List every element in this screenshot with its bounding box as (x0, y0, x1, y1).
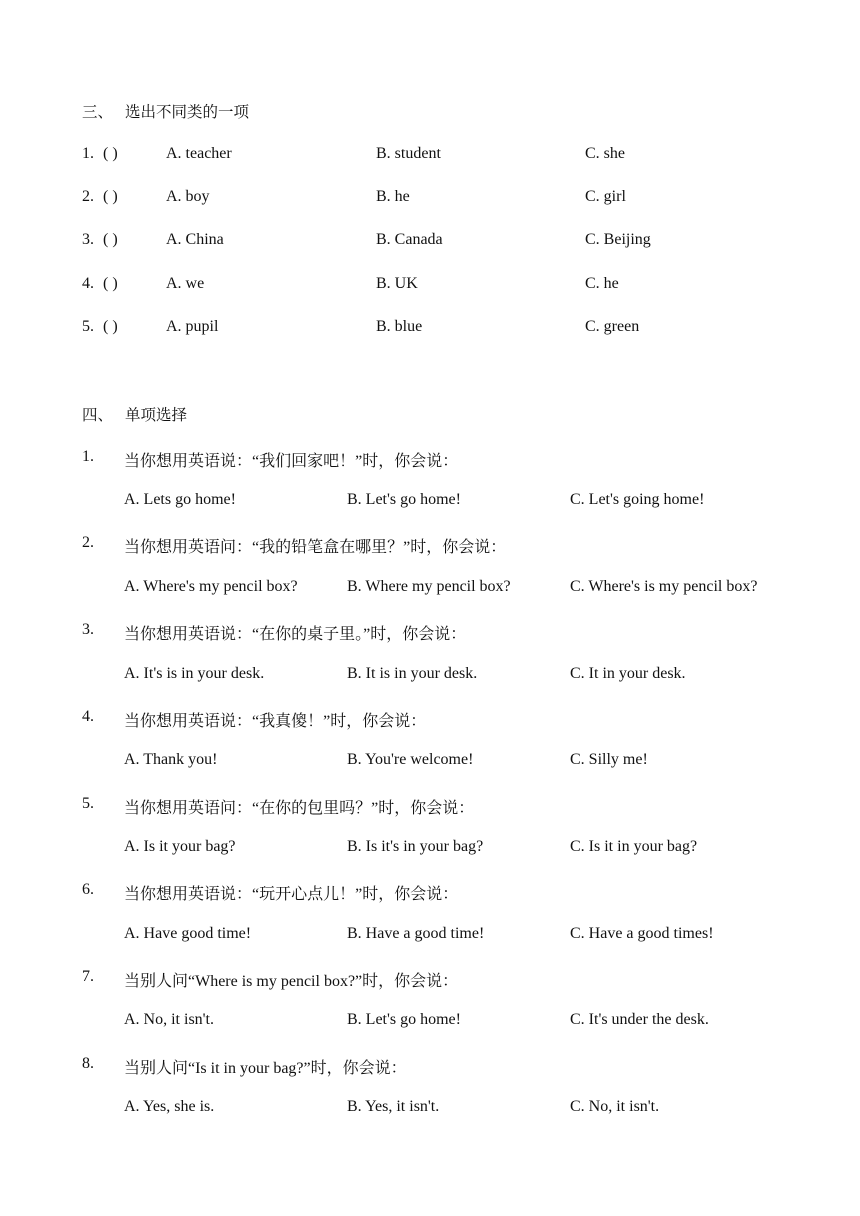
option-b: B. UK (376, 275, 418, 292)
option-c[interactable]: C. Have a good times! (570, 925, 714, 942)
option-a[interactable]: A. Have good time! (124, 925, 252, 942)
option-c[interactable]: C. Is it in your bag? (570, 838, 698, 855)
question-number: 5. (82, 795, 94, 812)
section4-title: 单项选择 (125, 406, 188, 424)
option-c[interactable]: C. It in your desk. (570, 665, 686, 682)
option-b[interactable]: B. Where my pencil box? (347, 578, 511, 595)
option-a: A. boy (166, 188, 210, 205)
question-text: 当别人问“Is it in your bag?”时，你会说： (124, 1060, 407, 1077)
item-number: 5. (82, 318, 94, 335)
question-number: 4. (82, 708, 94, 725)
option-a[interactable]: A. Thank you! (124, 751, 218, 768)
option-b: B. he (376, 188, 410, 205)
option-c: C. Beijing (585, 231, 651, 248)
option-b: B. Canada (376, 231, 443, 248)
option-a: A. we (166, 275, 205, 292)
option-b: B. blue (376, 318, 423, 335)
option-b[interactable]: B. It is in your desk. (347, 665, 478, 682)
answer-blank[interactable]: ( ) (103, 275, 118, 292)
question-number: 2. (82, 534, 94, 551)
item-number: 3. (82, 231, 94, 248)
option-b[interactable]: B. Let's go home! (347, 491, 461, 508)
option-a: A. pupil (166, 318, 219, 335)
option-c: C. green (585, 318, 640, 335)
option-c[interactable]: C. Let's going home! (570, 491, 705, 508)
answer-blank[interactable]: ( ) (103, 188, 118, 205)
option-b[interactable]: B. Have a good time! (347, 925, 485, 942)
option-b[interactable]: B. Is it's in your bag? (347, 838, 484, 855)
item-number: 4. (82, 275, 94, 292)
option-c[interactable]: C. No, it isn't. (570, 1098, 660, 1115)
option-b[interactable]: B. You're welcome! (347, 751, 474, 768)
item-number: 2. (82, 188, 94, 205)
question-number: 1. (82, 448, 94, 465)
answer-blank[interactable]: ( ) (103, 231, 118, 248)
question-text: 当你想用英语问：“我的铅笔盒在哪里？”时，你会说： (124, 539, 507, 556)
option-b: B. student (376, 145, 441, 162)
answer-blank[interactable]: ( ) (103, 318, 118, 335)
option-a[interactable]: A. Yes, she is. (124, 1098, 215, 1115)
question-number: 3. (82, 621, 94, 638)
item-number: 1. (82, 145, 94, 162)
option-b[interactable]: B. Yes, it isn't. (347, 1098, 440, 1115)
question-text: 当你想用英语问：“在你的包里吗？”时，你会说： (124, 800, 475, 817)
option-a: A. China (166, 231, 224, 248)
question-text: 当你想用英语说：“玩开心点儿！”时，你会说： (124, 886, 459, 903)
question-text: 当你想用英语说：“我真傻！”时，你会说： (124, 713, 427, 730)
option-a[interactable]: A. It's is in your desk. (124, 665, 265, 682)
question-text: 当你想用英语说：“在你的桌子里。”时，你会说： (124, 626, 467, 643)
question-text: 当别人问“Where is my pencil box?”时，你会说： (124, 973, 459, 990)
option-a[interactable]: A. Where's my pencil box? (124, 578, 298, 595)
section3-number: 三、 (82, 103, 114, 121)
section4-number: 四、 (82, 406, 114, 424)
option-c[interactable]: C. It's under the desk. (570, 1011, 709, 1028)
section3-heading (82, 100, 249, 122)
option-a[interactable]: A. Lets go home! (124, 491, 236, 508)
option-a: A. teacher (166, 145, 232, 162)
section4-heading (82, 403, 187, 425)
option-b[interactable]: B. Let's go home! (347, 1011, 461, 1028)
option-c[interactable]: C. Silly me! (570, 751, 648, 768)
option-c: C. girl (585, 188, 626, 205)
question-number: 6. (82, 881, 94, 898)
answer-blank[interactable]: ( ) (103, 145, 118, 162)
question-number: 7. (82, 968, 94, 985)
question-text: 当你想用英语说：“我们回家吧！”时，你会说： (124, 453, 459, 470)
option-a[interactable]: A. No, it isn't. (124, 1011, 214, 1028)
question-number: 8. (82, 1055, 94, 1072)
option-c: C. she (585, 145, 625, 162)
section3-title: 选出不同类的一项 (125, 103, 250, 121)
option-c[interactable]: C. Where's is my pencil box? (570, 578, 758, 595)
option-a[interactable]: A. Is it your bag? (124, 838, 236, 855)
option-c: C. he (585, 275, 619, 292)
